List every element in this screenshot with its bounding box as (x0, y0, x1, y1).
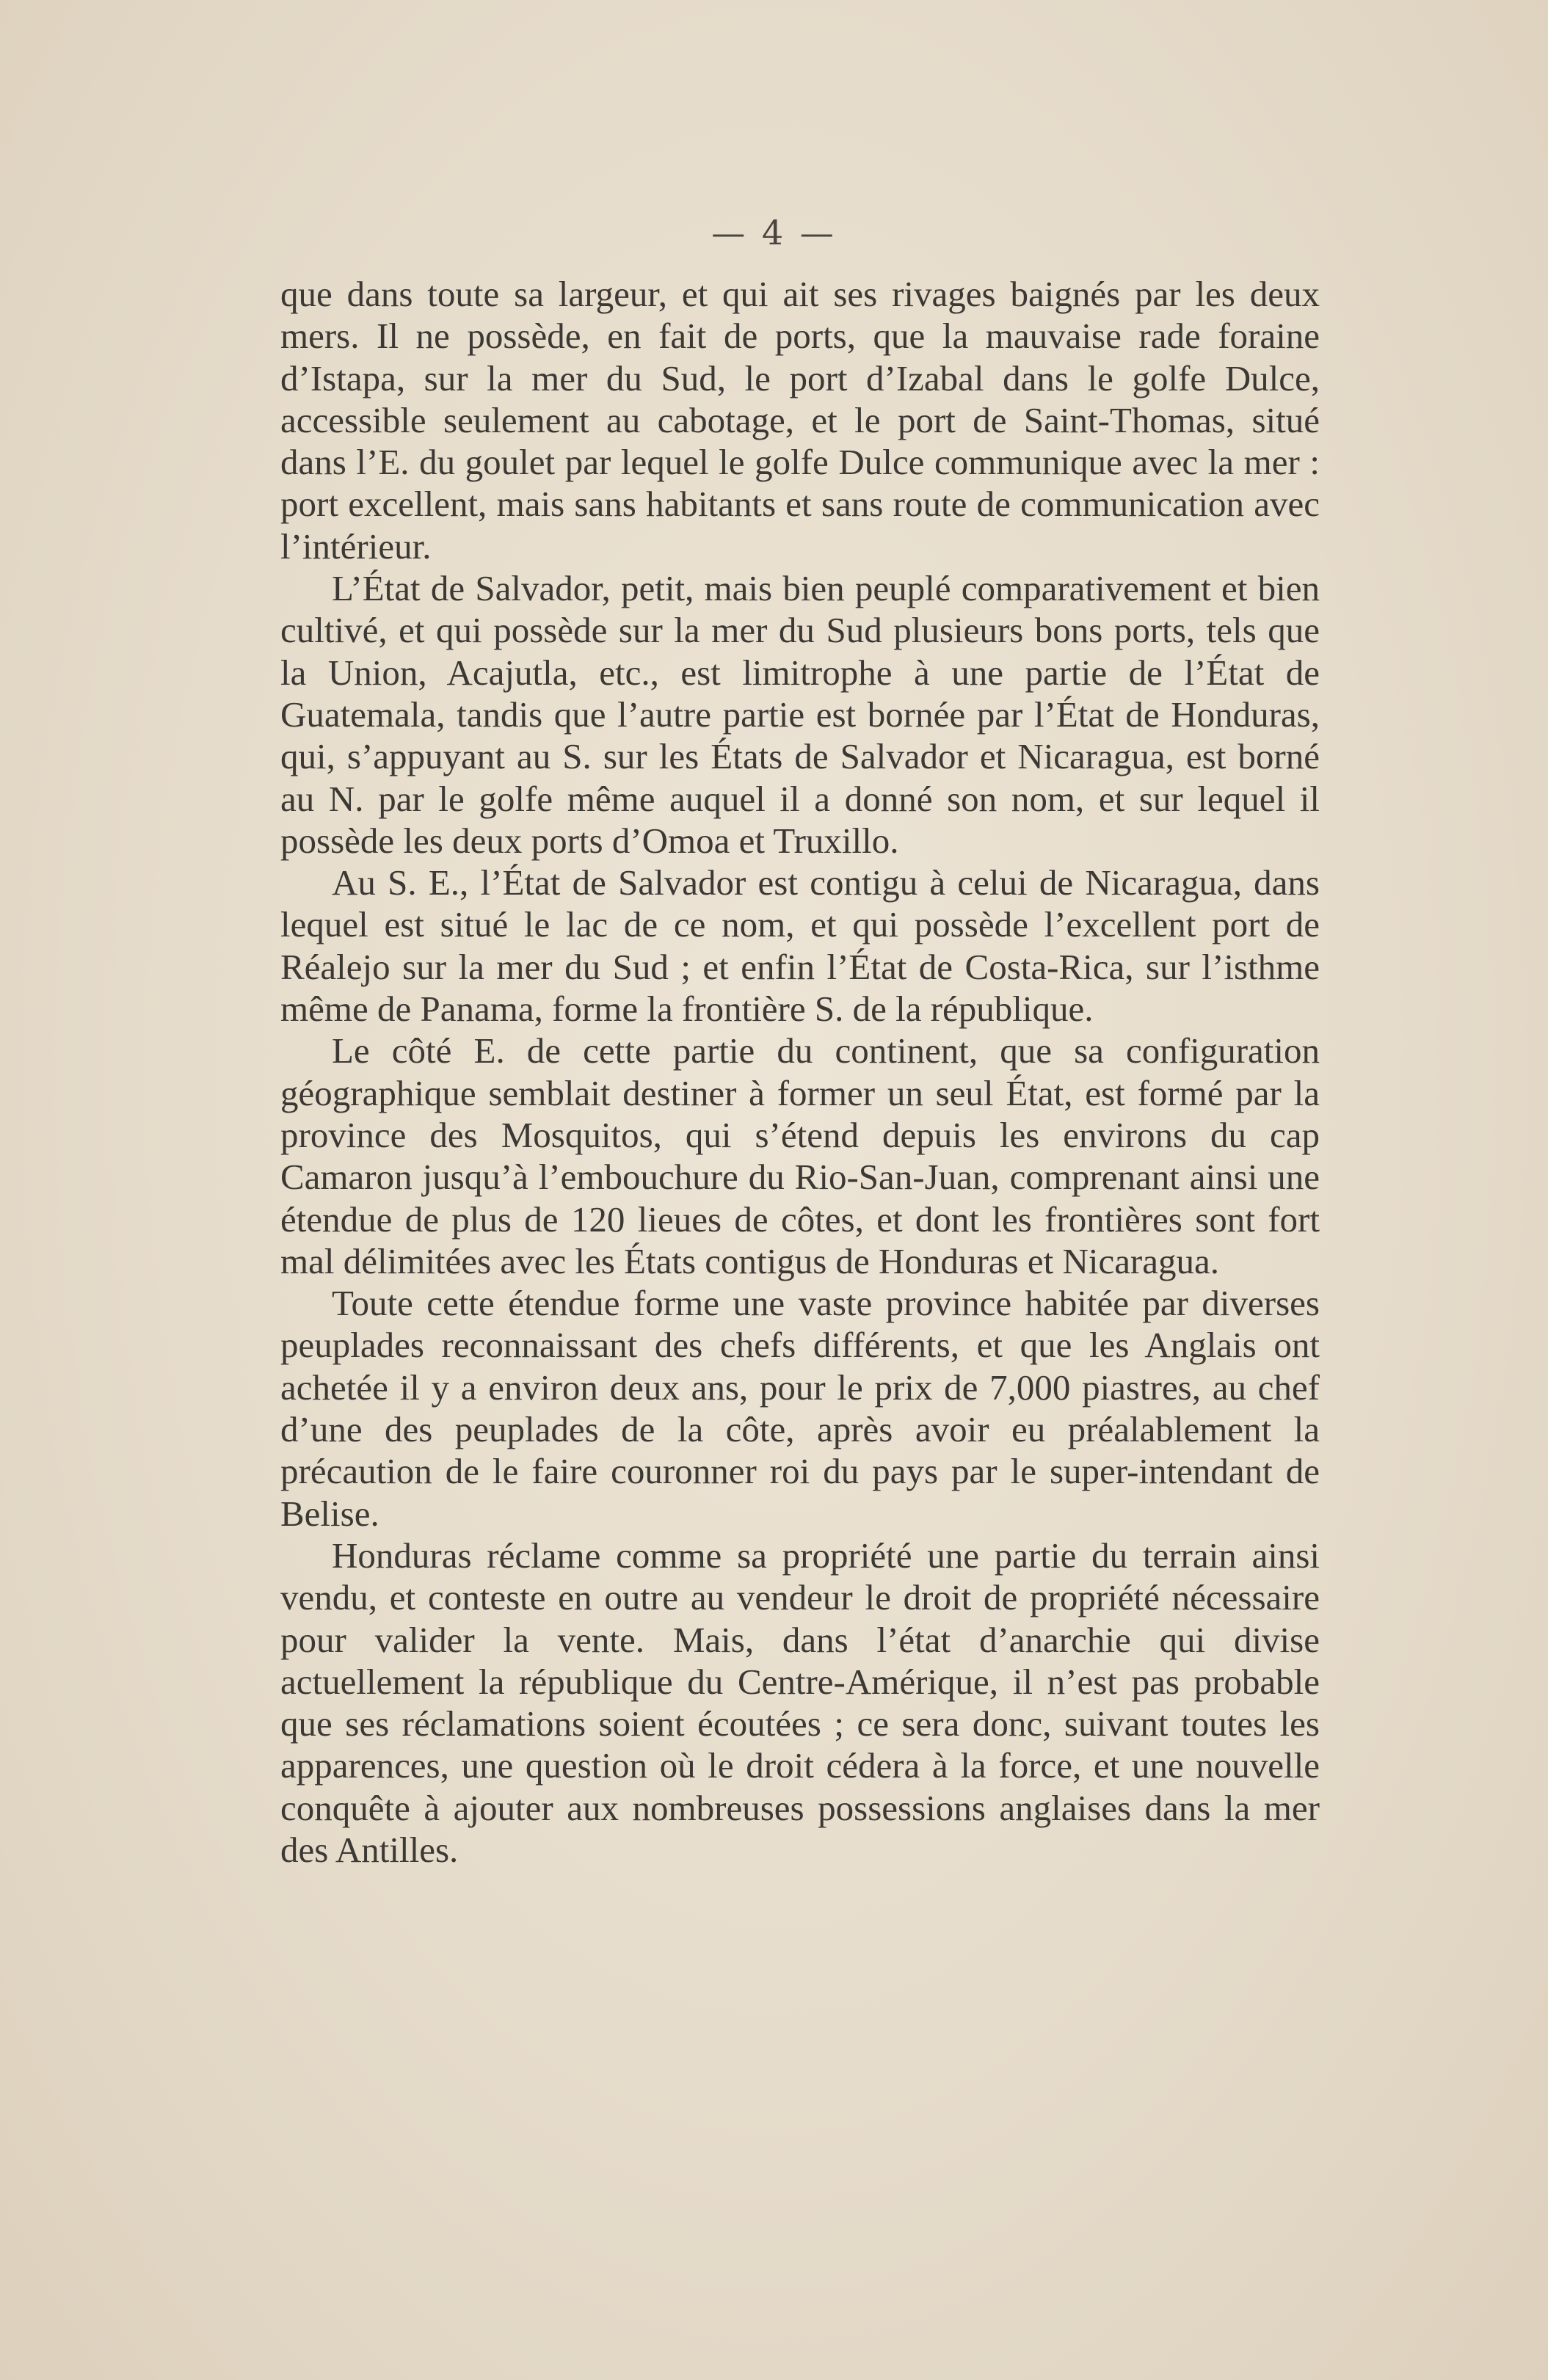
paragraph-1: que dans toute sa largeur, et qui ait ses rivages baignés par les deux mers. Il ne possède, en fait de ports, que la mauvaise rade foraine d’Istapa, sur la mer du Sud, le port d’Izabal dans le golfe Dulce, accessible seulement au cabotage, et le port de Saint-Thomas, situé dans l’E. du goulet par lequel le golfe Dulce communique avec la mer : port excellent, mais sans habitants et sans route de communication avec l’intérieur. (280, 274, 1320, 567)
body-text (280, 273, 1320, 1871)
paragraph-3: Au S. E., l’État de Salvador est contigu à celui de Nicaragua, dans lequel est situé le lac de ce nom, et qui possède l’excellent port de Réalejo sur la mer du Sud ; et enfin l’État de Costa-Rica, sur l’isthme même de Panama, forme la frontière S. de la république. (280, 862, 1320, 1030)
paragraph-4: Le côté E. de cette partie du continent, que sa configuration géographique semblait destiner à former un seul État, est formé par la province des Mosquitos, qui s’étend depuis les environs du cap Camaron jusqu’à l’embouchure du Rio-San-Juan, comprenant ainsi une étendue de plus de 120 lieues de côtes, et dont les frontières sont fort mal délimitées avec les États contigus de Honduras et Nicaragua. (280, 1030, 1320, 1281)
paragraph-5: Toute cette étendue forme une vaste province habitée par diverses peuplades reconnaissant des chefs différents, et que les Anglais ont achetée il y a environ deux ans, pour le prix de 7,000 piastres, au chef d’une des peuplades de la côte, après avoir eu préalablement la précaution de le faire couronner roi du pays par le super-intendant de Belise. (280, 1283, 1320, 1534)
page-number: — 4 — (711, 213, 837, 252)
paragraph-6: Honduras réclame comme sa propriété une partie du terrain ainsi vendu, et conteste en outre au vendeur le droit de propriété nécessaire pour valider la vente. Mais, dans l’état d’anarchie qui divise actuellement la république du Centre-Amérique, il n’est pas probable que ses réclamations soient écoutées ; ce sera donc, suivant toutes les apparences, une question où le droit cédera à la force, et une nouvelle conquête à ajouter aux nombreuses possessions anglaises dans la mer des Antilles. (280, 1535, 1320, 1870)
paragraph-2: L’État de Salvador, petit, mais bien peuplé comparativement et bien cultivé, et qui possède sur la mer du Sud plusieurs bons ports, tels que la Union, Acajutla, etc., est limitrophe à une partie de l’État de Guatemala, tandis que l’autre partie est bornée par l’État de Honduras, qui, s’appuyant au S. sur les États de Salvador et Nicaragua, est borné au N. par le golfe même auquel il a donné son nom, et sur lequel il possède les deux ports d’Omoa et Truxillo. (280, 568, 1320, 861)
